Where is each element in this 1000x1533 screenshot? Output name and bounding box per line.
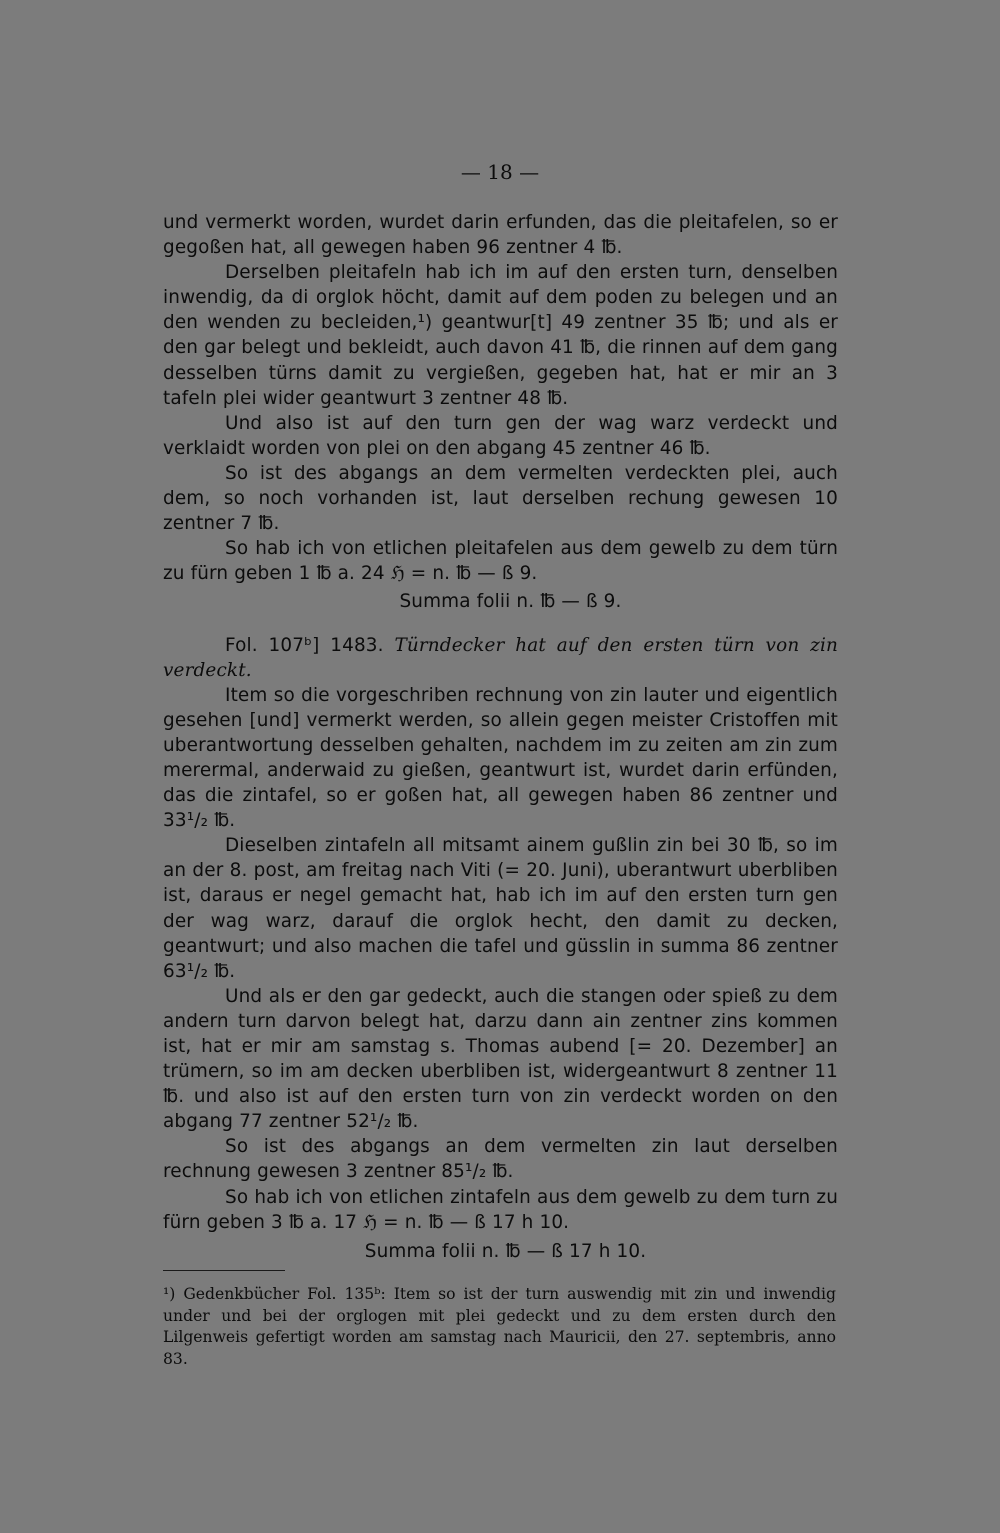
section-title: Türndecker hat auf den ersten türn von zin verdeckt. — [163, 634, 838, 681]
footnote: ¹) Gedenkbücher Fol. 135ᵇ: Item so ist der turn auswendig mit zin und inwendig under und bei der orglogen mit plei gedeckt und zu dem ersten durch den Lilgenweis gefertigt worden am samstag nach Mauricii, den 27. septembris, anno 83. — [163, 1285, 836, 1369]
footnote-divider — [163, 1270, 285, 1271]
folio-ref: Fol. 107ᵇ] 1483. — [225, 634, 384, 656]
main-text — [163, 210, 838, 1264]
paragraph: Und also ist auf den turn gen der wag warz verdeckt und verklaidt worden von plei on den abgang 45 zentner 46 ℔. — [163, 412, 838, 459]
paragraph: Item so die vorgeschriben rechnung von zin lauter und eigentlich gesehen [und] vermerkt werden, so allein gegen meister Cristoffen mit uberantwortung desselben gehalten, nachdem im zu zeiten am zin zum merermal, anderwaid zu gießen, geantwurt ist, wurdet darin erfünden, das die zintafel, so er goßen hat, all gewegen haben 86 zentner und 33¹/₂ ℔. — [163, 684, 838, 832]
spacer — [163, 615, 838, 633]
paragraph: So hab ich von etlichen zintafeln aus dem gewelb zu dem turn zu fürn geben 3 ℔ a. 17 ℌ = n. ℔ — ß 17 h 10. — [163, 1186, 838, 1233]
paragraph: So ist des abgangs an dem vermelten zin laut derselben rechnung gewesen 3 zentner 85¹/₂ ℔. — [163, 1136, 838, 1183]
summa-line: Summa folii n. ℔ — ß 9. — [399, 591, 622, 613]
paragraph: Derselben pleitafeln hab ich im auf den ersten turn, denselben inwendig, da di orglok höcht, damit auf dem poden zu belegen und an den wenden zu becleiden,¹) geantwur[t] 49 zentner 35 ℔; und als er den gar belegt und bekleidt, auch davon 41 ℔, die rinnen auf dem gang desselben türns damit zu vergießen, gegeben hat, hat er mir an 3 tafeln plei wider geantwurt 3 zentner 48 ℔. — [163, 262, 838, 409]
paragraph: Dieselben zintafeln all mitsamt ainem gußlin zin bei 30 ℔, so im an der 8. post, am freitag nach Viti (= 20. Juni), uberantwurt uberbliben ist, daraus er negel gemacht hat, hab ich im auf den ersten turn gen der wag warz, darauf die orglok hecht, den damit zu decken, geantwurt; und also machen die tafel und güsslin in summa 86 zentner 63¹/₂ ℔. — [163, 835, 838, 982]
paragraph: So ist des abgangs an dem vermelten verdeckten plei, auch dem, so noch vorhanden ist, laut derselben rechung gewesen 10 zentner 7 ℔. — [163, 462, 838, 535]
paragraph: Und als er den gar gedeckt, auch die stangen oder spieß zu dem andern turn darvon belegt hat, darzu dann ain zentner zins kommen ist, hat er mir am samstag s. Thomas aubend [= 20. Dezember] an trümern, so im am decken uberbliben ist, widergeantwurt 8 zentner 11 ℔. und also ist auf den ersten turn von zin verdeckt worden on den abgang 77 zentner 52¹/₂ ℔. — [163, 985, 838, 1133]
page-number: — 18 — — [460, 160, 540, 184]
folio-heading — [163, 633, 838, 683]
summa-line: Summa folii n. ℔ — ß 17 h 10. — [364, 1240, 647, 1262]
paragraph: So hab ich von etlichen pleitafelen aus dem gewelb zu dem türn zu fürn geben 1 ℔ a. 24 ℌ = n. ℔ — ß 9. — [163, 538, 838, 585]
paragraph: und vermerkt worden, wurdet darin erfunden, das die pleitafelen, so er gegoßen hat, all gewegen haben 96 zentner 4 ℔. — [163, 212, 838, 259]
